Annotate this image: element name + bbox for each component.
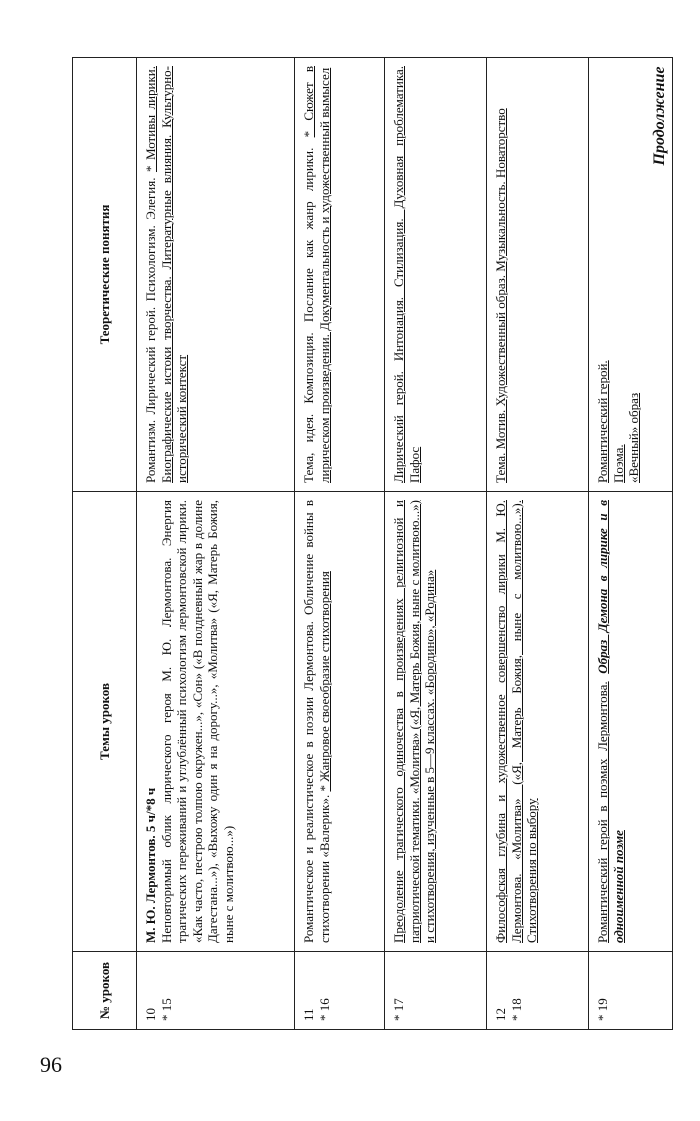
lesson-concepts: Романтический герой. Поэма. «Вечный» образ (589, 58, 673, 492)
lesson-number: 12 * 18 (487, 952, 589, 1030)
lesson-number: * 17 (385, 952, 487, 1030)
table-row (487, 58, 589, 1030)
lesson-concepts: Романтизм. Лирический герой. Психологизм. Элегия. * Мотивы лирики. Биографические истоки творчества. Литературные влияния. Культурно-исторический контекст (137, 58, 295, 492)
lesson-topic: Романтическое и реалистическое в поэзии Лермонтова. Обличение войны в стихотворении «Валерик». * Жанровое своеобразие стихотворения (295, 492, 385, 952)
lesson-topic: Романтический герой в поэмах Лермонтова. Образ Демона в лирике и в одноименной поэме (589, 492, 673, 952)
header-concepts: Теоретические понятия (73, 58, 137, 492)
lesson-plan-area (72, 58, 672, 1030)
continuation-label: Продолжение (651, 66, 668, 166)
lesson-concepts: Лирический герой. Интонация. Стилизация. Духовная проблематика. Пафос (385, 58, 487, 492)
lesson-topic: Философская глубина и художественное совершенство лирики М. Ю. Лермонтова. «Молитва» («Я, Матерь Божия, ныне с молитвою...»). Стихотворения по выбору (487, 492, 589, 952)
header-num: № уроков (73, 952, 137, 1030)
table-row (589, 58, 673, 1030)
lesson-topic: М. Ю. Лермонтов. 5 ч/*8 ч Неповторимый облик лирического героя М. Ю. Лермонтова. Энергия трагических переживаний и углублённый психологизм лермонтовской лирики. «Как часто, пестрою толпою окружен...», «Сон» («В полдневный жар в долине Дагестана...»), «Выхожу один я на дорогу...», «Молитва» («Я, Матерь Божия, ныне с молитвою...») (137, 492, 295, 952)
lesson-concepts: Тема, идея. Композиция. Послание как жанр лирики. * Сюжет в лирическом произведении. Документальность и художественный вымысел (295, 58, 385, 492)
lesson-concepts: Тема. Мотив. Художественный образ. Музыкальность. Новаторство (487, 58, 589, 492)
table-row (295, 58, 385, 1030)
header-topic: Темы уроков (73, 492, 137, 952)
lesson-plan-table (72, 57, 673, 1030)
lesson-topic: Преодоление трагического одиночества в произведениях религиозной и патриотической тематики. «Молитва» («Я, Матерь Божия, ныне с молитвою...») и стихотворения, изученные в 5—9 классах. «Бородино», «Родина» (385, 492, 487, 952)
rotated-table-wrapper (72, 58, 672, 1030)
lesson-number: 11 * 16 (295, 952, 385, 1030)
section-title: М. Ю. Лермонтов. 5 ч/*8 ч (143, 787, 158, 943)
page-number: 96 (40, 1052, 62, 1077)
table-row (137, 58, 295, 1030)
table-row (385, 58, 487, 1030)
table-header-row (73, 58, 137, 1030)
lesson-number: * 19 (589, 952, 673, 1030)
lesson-number: 10 * 15 (137, 952, 295, 1030)
